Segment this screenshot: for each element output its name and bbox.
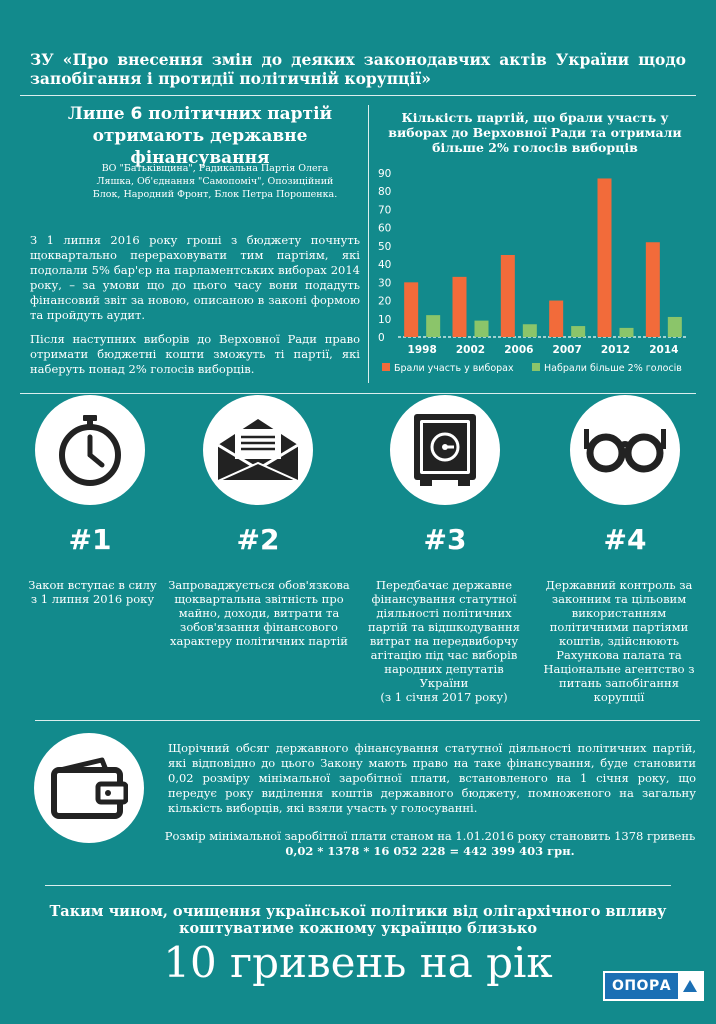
- funding-paragraph: Щорічний обсяг державного фінансування статутної діяльності політичних партій, які відповідно до цього Закону мають право на таке фінансування, буде становити 0,02 розміру мінімальної заробітної плати, встановленого на 1 січня року, що передує року виділення коштів державного бюджету, помноженого на загальну кількість виборців, які взяли участь у голосуванні.: [168, 741, 696, 815]
- y-tick-label: 40: [378, 259, 392, 272]
- y-tick-label: 60: [378, 222, 392, 235]
- y-tick-label: 80: [378, 186, 392, 199]
- conclusion-amount: 10 гривень на рік: [163, 938, 553, 987]
- x-tick-label: 2007: [552, 344, 582, 356]
- bar-chart: [370, 165, 700, 385]
- chart-title: Кількість партій, що брали участь у виборах до Верховної Ради та отримали більше 2% голосів виборців: [388, 110, 682, 155]
- x-tick-label: 2006: [504, 344, 534, 356]
- step-3-icon-circle: [390, 395, 500, 505]
- wallet-icon: [50, 756, 128, 820]
- bar-participated-2014: [646, 242, 660, 337]
- page-title: ЗУ «Про внесення змін до деяких законодавчих актів України щодо запобігання і протидії політичній корупції»: [30, 50, 686, 88]
- bar-over-2pct-2007: [571, 326, 585, 337]
- divider-middle: [20, 393, 696, 394]
- y-tick-label: 90: [378, 168, 392, 180]
- step-1-text: Закон вступає в силу з 1 липня 2016 року: [28, 578, 157, 606]
- divider-vertical: [368, 105, 369, 383]
- parties-list: ВО "Батьківщина", Радикальна Партія Олега Ляшка, Об'єднання "Самопоміч", Опозиційний Блок, Народний Фронт, Блок Петра Порошенка.: [92, 163, 338, 200]
- bar-over-2pct-2006: [523, 324, 537, 337]
- y-tick-label: 70: [378, 204, 392, 217]
- legend-label: Брали участь у виборах: [394, 363, 514, 374]
- x-tick-label: 2014: [649, 344, 679, 356]
- bar-participated-1998: [404, 282, 418, 337]
- step-1-number: #1: [68, 523, 112, 556]
- x-tick-label: 2002: [455, 344, 486, 356]
- formula-text: 0,02 * 1378 * 16 052 228 = 442 399 403 грн.: [285, 844, 575, 858]
- paragraph-next-elections: Після наступних виборів до Верховної Ради право отримати бюджетні кошти зможуть ті партії, які наберуть понад 2% голосів виборців.: [30, 332, 360, 376]
- stopwatch-icon: [55, 413, 125, 487]
- safe-icon: [410, 410, 480, 490]
- bar-over-2pct-1998: [426, 315, 440, 337]
- funding-formula-block: [150, 829, 710, 859]
- y-tick-label: 10: [378, 313, 392, 326]
- bar-participated-2007: [549, 301, 563, 337]
- opora-logo: [603, 971, 704, 1001]
- left-heading: [40, 103, 360, 169]
- heading-suffix: політичних партій отримають державне фінансування: [92, 104, 333, 168]
- divider-bottom: [45, 885, 671, 886]
- step-3-note: (з 1 січня 2017 року): [380, 690, 508, 704]
- min-wage-text: Розмір мінімальної заробітної плати станом на 1.01.2016 року становить 1378 гривень: [164, 829, 696, 843]
- bar-participated-2002: [453, 277, 467, 337]
- bar-participated-2012: [598, 178, 612, 337]
- x-tick-label: 2012: [600, 344, 631, 356]
- step-1-icon-circle: [35, 395, 145, 505]
- y-tick-label: 50: [378, 240, 392, 253]
- conclusion-text: Таким чином, очищення української політики від олігархічного впливу коштуватиме кожному українцю близько: [49, 903, 667, 937]
- legend-swatch: [532, 363, 540, 371]
- glasses-icon: [582, 425, 668, 475]
- step-3-text: [368, 578, 520, 704]
- bar-over-2pct-2012: [620, 328, 634, 337]
- divider-lower: [35, 720, 700, 721]
- paragraph-july-2016: З 1 липня 2016 року гроші з бюджету почнуть щоквартально перераховувати тим партіям, які подолали 5% бар'єр на парламентських виборах 2014 року, – за умови що до цього часу вони подадуть фінансовий звіт за новою, описаною в законі формою та пройдуть аудит.: [30, 233, 360, 322]
- step-4-icon-circle: [570, 395, 680, 505]
- heading-prefix: Лише: [67, 104, 131, 124]
- step-2-text: Запроваджується обов'язкова щоквартальна звітність про майно, доходи, витрати та зобов'язання фінансового характеру політичних партій: [168, 578, 350, 648]
- step-4-text: Державний контроль за законним та цільовим використанням політичними партіями коштів, здійснюють Рахункова палата та Національне агентство з питань запобігання корупції: [543, 578, 695, 704]
- step-4-number: #4: [603, 523, 647, 556]
- bar-participated-2006: [501, 255, 515, 337]
- step-3-number: #3: [423, 523, 467, 556]
- legend-label: Набрали більше 2% голосів: [544, 363, 682, 374]
- logo-text: ОПОРА: [605, 973, 678, 999]
- step-2-icon-circle: [203, 395, 313, 505]
- step-2-number: #2: [236, 523, 280, 556]
- logo-triangle-icon: [678, 973, 702, 999]
- envelope-icon: [213, 415, 303, 485]
- divider-top: [20, 95, 696, 96]
- wallet-icon-circle: [34, 733, 144, 843]
- y-tick-label: 0: [378, 332, 385, 344]
- heading-number: 6: [130, 104, 143, 124]
- bar-over-2pct-2014: [668, 317, 682, 337]
- step-3-description: Передбачає державне фінансування статутної діяльності політичних партій та відшкодування витрат на передвиборчу агітацію під час виборів народних депутатів України: [368, 578, 520, 690]
- y-tick-label: 20: [378, 295, 392, 308]
- bar-over-2pct-2002: [475, 321, 489, 337]
- legend-swatch: [382, 363, 390, 371]
- y-tick-label: 30: [378, 277, 392, 290]
- x-tick-label: 1998: [407, 344, 437, 356]
